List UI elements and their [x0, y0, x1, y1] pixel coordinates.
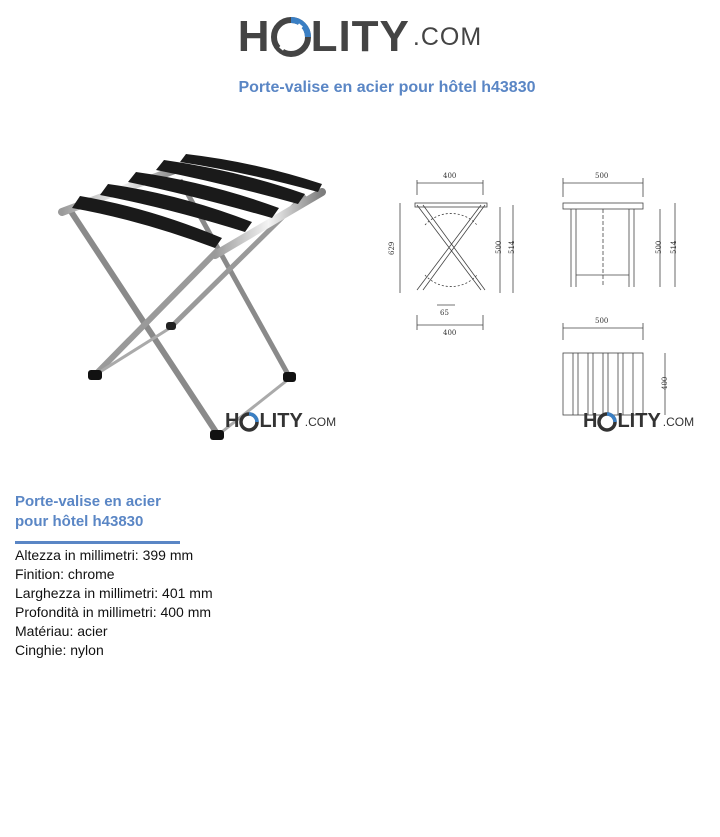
- dim-front-outer: 514: [508, 240, 516, 254]
- watermark2-o-icon: [597, 412, 617, 432]
- product-title: [15, 492, 161, 532]
- spec-finish: Finition: chrome: [15, 566, 115, 582]
- watermark-letter-h: H: [225, 410, 240, 432]
- dim-front-foot: 65: [440, 309, 449, 317]
- spec-list: [15, 546, 213, 660]
- spec-width: Larghezza in millimetri: 401 mm: [15, 585, 213, 601]
- dim-front-bottom: 400: [443, 329, 457, 337]
- dim-side-inner: 500: [655, 240, 663, 254]
- watermark-letters-lity: LITY: [259, 410, 303, 432]
- product-photo: [40, 150, 340, 450]
- watermark2-letters-lity: LITY: [617, 410, 661, 432]
- spec-depth: Profondità in millimetri: 400 mm: [15, 604, 212, 620]
- technical-drawings: [385, 165, 705, 430]
- watermark-suffix: .COM: [304, 414, 337, 429]
- brand-logo: [0, 12, 720, 62]
- dim-top-depth: 400: [661, 376, 669, 390]
- watermark2-suffix: .COM: [662, 414, 695, 429]
- dim-front-top: 400: [443, 172, 457, 180]
- watermark-o-icon: [239, 412, 259, 432]
- logo-letters-lity: LITY: [310, 12, 410, 61]
- spec-material: Matériau: acier: [15, 623, 108, 639]
- logo-letter-h: H: [237, 12, 271, 61]
- title-divider: [15, 541, 180, 544]
- dim-top-width: 500: [595, 317, 609, 325]
- logo-o-icon: [271, 17, 311, 57]
- product-title-line2: pour hôtel h43830: [15, 513, 144, 530]
- drawing-watermark: [583, 410, 694, 433]
- watermark2-letter-h: H: [583, 410, 598, 432]
- photo-watermark: [225, 410, 336, 433]
- logo-suffix: .COM: [412, 22, 483, 51]
- dim-front-height: 629: [388, 241, 396, 255]
- dim-side-outer: 514: [670, 240, 678, 254]
- product-title-line1: Porte-valise en acier: [15, 493, 161, 510]
- dim-side-top: 500: [595, 172, 609, 180]
- spec-height: Altezza in millimetri: 399 mm: [15, 547, 194, 563]
- page-title: Porte-valise en acier pour hôtel h43830: [238, 79, 536, 96]
- dim-front-inner: 500: [495, 240, 503, 254]
- spec-straps: Cinghie: nylon: [15, 642, 104, 658]
